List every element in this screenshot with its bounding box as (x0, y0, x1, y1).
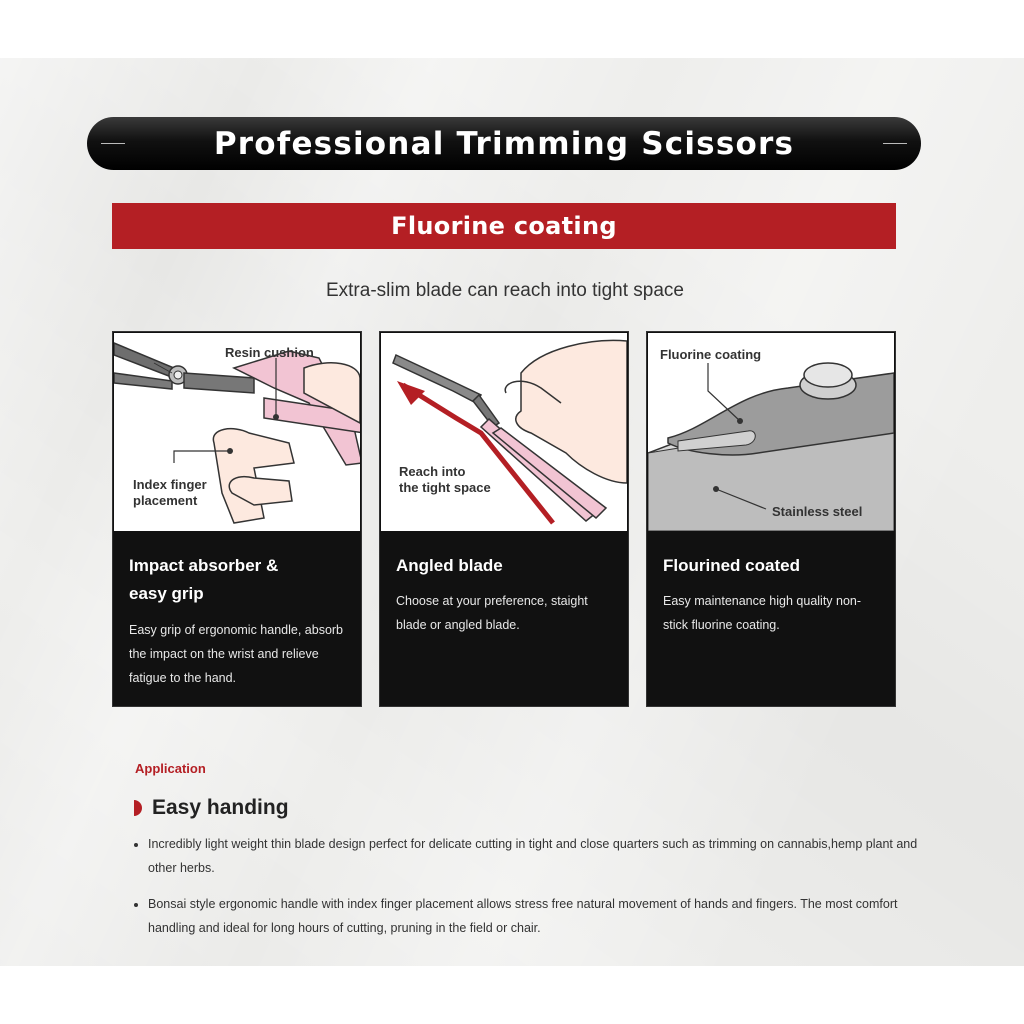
list-item: • Incredibly light weight thin blade design perfect for delicate cutting in tight and close quarters such as trimming on cannabis,hemp plant and other herbs. (148, 832, 918, 880)
grip-illustration (114, 333, 360, 531)
easy-handing-heading (134, 796, 289, 820)
section-banner (112, 203, 896, 249)
card-text-grip: Easy grip of ergonomic handle, absorb the impact on the wrist and relieve fatigue to the hand. (129, 623, 344, 685)
feature-card-grip (112, 331, 362, 707)
card-title-angled-blade: Angled blade (396, 556, 503, 575)
title-rule-left (101, 143, 125, 144)
card-title-grip: Impact absorber & easy grip (129, 556, 279, 603)
list-item: • Bonsai style ergonomic handle with index finger placement allows stress free natural movement of hands and fingers. The most comfort handling and ideal for long hours of cutting, pruning in the field or chair. (148, 892, 918, 940)
subtitle: Extra-slim blade can reach into tight space (325, 280, 684, 301)
hand-holding-scissors-illustration (381, 333, 627, 531)
half-circle-marker-icon (134, 800, 144, 816)
fluorine-illustration (648, 333, 894, 531)
easy-handing-title: Easy handing (152, 796, 289, 819)
angled-blade-illustration (381, 333, 627, 531)
title-banner (87, 117, 921, 170)
page-title: Professional Trimming Scissors (213, 125, 795, 162)
section-title: Fluorine coating (391, 212, 617, 240)
label-index-finger: Index finger placement (133, 477, 207, 508)
card-text-fluorine: Easy maintenance high quality non-stick fluorine coating. (663, 594, 862, 632)
label-fluorine-coating: Fluorine coating (660, 347, 762, 362)
application-label: Application (135, 761, 206, 776)
card-title-fluorine: Flourined coated (663, 556, 800, 575)
feature-card-fluorine (646, 331, 896, 707)
label-resin-cushion: Resin cushion (225, 345, 314, 360)
application-bullet-list (130, 832, 918, 952)
feature-card-angled-blade (379, 331, 629, 707)
card-text-angled-blade: Choose at your preference, staight blade or angled blade. (396, 594, 588, 632)
label-stainless-steel: Stainless steel (772, 504, 863, 519)
label-reach-tight-space: Reach into the tight space (399, 464, 491, 495)
title-rule-right (883, 143, 907, 144)
